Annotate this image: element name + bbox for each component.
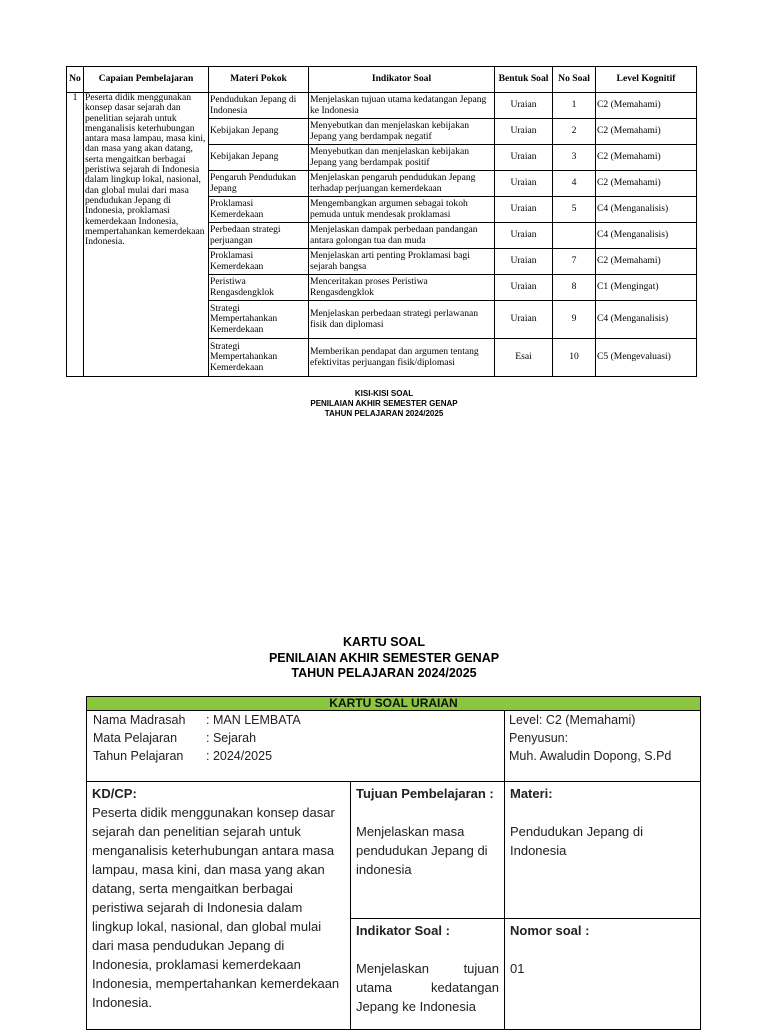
penyusun-name: Muh. Awaludin Dopong, S.Pd	[509, 749, 672, 763]
no-soal-cell: 9	[553, 301, 596, 339]
header-indikator: Indikator Soal	[309, 67, 495, 93]
indikator-label: Indikator Soal :	[356, 923, 450, 938]
tahun-pelajaran-row	[93, 747, 504, 765]
bentuk-cell: Uraian	[495, 197, 553, 223]
no-soal-cell: 1	[553, 93, 596, 119]
materi-text: Pendudukan Jepang di Indonesia	[510, 824, 644, 858]
bentuk-cell: Uraian	[495, 93, 553, 119]
kisi-title-line: PENILAIAN AKHIR SEMESTER GENAP	[310, 399, 458, 408]
header-capaian: Capaian Pembelajaran	[84, 67, 209, 93]
indikator-cell: Menyebutkan dan menjelaskan kebijakan Jepang yang berdampak negatif	[309, 119, 495, 145]
kartu-title-line: PENILAIAN AKHIR SEMESTER GENAP	[268, 650, 500, 665]
kartu-info-row	[87, 711, 701, 782]
level-text: Level: C2 (Memahami)	[509, 713, 636, 727]
no-soal-cell: 2	[553, 119, 596, 145]
indikator-cell: Memberikan pendapat dan argumen tentang efektivitas perjuangan fisik/diplomasi	[309, 339, 495, 377]
indikator-cell: Menjelaskan pengaruh pendudukan Jepang terhadap perjuangan kemerdekaan	[309, 171, 495, 197]
no-soal-cell: 5	[553, 197, 596, 223]
kd-cp-block	[87, 782, 351, 1030]
kisi-title-line: TAHUN PELAJARAN 2024/2025	[324, 409, 444, 418]
level-cell: C2 (Memahami)	[596, 119, 697, 145]
no-soal-cell: 3	[553, 145, 596, 171]
bentuk-cell: Uraian	[495, 223, 553, 249]
no-soal-cell: 8	[553, 275, 596, 301]
nama-madrasah-label: Nama Madrasah	[93, 713, 186, 727]
kisi-title-line: KISI-KISI SOAL	[354, 389, 414, 398]
penyusun-label: Penyusun:	[509, 731, 569, 745]
materi-cell: Peristiwa Rengasdengklok	[209, 275, 309, 301]
nomor-block	[505, 919, 701, 1030]
no-soal-cell: 10	[553, 339, 596, 377]
materi-cell: Proklamasi Kemerdekaan	[209, 197, 309, 223]
indikator-text: Menjelaskan tujuan utama kedatangan Jepang ke Indonesia	[356, 961, 499, 1014]
indikator-cell: Menceritakan proses Peristiwa Rengasdengklok	[309, 275, 495, 301]
no-soal-cell	[553, 223, 596, 249]
level-block	[505, 711, 701, 782]
capaian-text: Peserta didik menggunakan konsep dasar sejarah dan penelitian sejarah untuk menganalisis keterhubungan antara masa lampau, masa kini, dan masa yang akan datang, serta mengaitkan berbagai peristiwa sejarah di Indonesia dalam lingkup lokal, nasional, dan global mulai dari masa pendudukan Jepang di Indonesia, proklamasi kemerdekaan Indonesia, mempertahankan kemerdekaan Indonesia.	[84, 93, 209, 377]
nama-madrasah-value: : MAN LEMBATA	[206, 713, 301, 727]
table-header-row	[67, 67, 697, 93]
kartu-content-row	[87, 782, 701, 919]
header-bentuk: Bentuk Soal	[495, 67, 553, 93]
indikator-cell: Menjelaskan arti penting Proklamasi bagi sejarah bangsa	[309, 249, 495, 275]
tujuan-block	[351, 782, 505, 919]
bentuk-cell: Uraian	[495, 171, 553, 197]
nomor-soal-value: 01	[510, 961, 525, 976]
header-level: Level Kognitif	[596, 67, 697, 93]
no-soal-cell: 7	[553, 249, 596, 275]
level-cell: C5 (Mengevaluasi)	[596, 339, 697, 377]
bentuk-cell: Uraian	[495, 301, 553, 339]
kartu-title-line: KARTU SOAL	[343, 635, 425, 649]
tujuan-label: Tujuan Pembelajaran :	[356, 786, 494, 801]
bentuk-cell: Uraian	[495, 275, 553, 301]
materi-label: Materi:	[510, 786, 553, 801]
indikator-block	[351, 919, 505, 1030]
bentuk-cell: Uraian	[495, 145, 553, 171]
materi-cell: Pendudukan Jepang di Indonesia	[209, 93, 309, 119]
nomor-soal-label: Nomor soal :	[510, 923, 590, 938]
level-cell: C2 (Memahami)	[596, 93, 697, 119]
materi-cell: Proklamasi Kemerdekaan	[209, 249, 309, 275]
level-cell: C4 (Menganalisis)	[596, 301, 697, 339]
bentuk-cell: Uraian	[495, 119, 553, 145]
kisi-kisi-table	[66, 66, 697, 377]
level-cell: C4 (Menganalisis)	[596, 223, 697, 249]
materi-cell: Strategi Mempertahankan Kemerdekaan	[209, 339, 309, 377]
materi-cell: Perbedaan strategi perjuangan	[209, 223, 309, 249]
mata-pelajaran-label: Mata Pelajaran	[93, 731, 178, 745]
materi-cell: Strategi Mempertahankan Kemerdekaan	[209, 301, 309, 339]
indikator-cell: Menjelaskan perbedaan strategi perlawanan fisik dan diplomasi	[309, 301, 495, 339]
materi-cell: Pengaruh Pendudukan Jepang	[209, 171, 309, 197]
header-materi: Materi Pokok	[209, 67, 309, 93]
nama-madrasah-row	[93, 711, 504, 729]
indikator-cell: Menyebutkan dan menjelaskan kebijakan Jepang yang berdampak positif	[309, 145, 495, 171]
level-cell: C4 (Menganalisis)	[596, 197, 697, 223]
level-cell: C2 (Memahami)	[596, 249, 697, 275]
header-no-soal: No Soal	[553, 67, 596, 93]
indikator-cell: Menjelaskan tujuan utama kedatangan Jepang ke Indonesia	[309, 93, 495, 119]
kartu-header-row	[87, 697, 701, 711]
tujuan-text: Menjelaskan masa pendudukan Jepang di indonesia	[356, 824, 488, 877]
kartu-soal-card	[86, 696, 701, 1030]
header-no: No	[67, 67, 84, 93]
tahun-pelajaran-value: : 2024/2025	[206, 749, 273, 763]
table-row	[67, 93, 697, 119]
kartu-soal-title	[0, 635, 768, 682]
mata-pelajaran-value: : Sejarah	[206, 731, 257, 745]
kartu-title-line: TAHUN PELAJARAN 2024/2025	[291, 666, 477, 680]
kartu-header-label: KARTU SOAL URAIAN	[87, 697, 701, 711]
level-cell: C2 (Memahami)	[596, 171, 697, 197]
indikator-cell: Menjelaskan dampak perbedaan pandangan antara golongan tua dan muda	[309, 223, 495, 249]
kd-cp-label: KD/CP:	[92, 786, 137, 801]
kisi-kisi-title	[0, 389, 768, 419]
bentuk-cell: Uraian	[495, 249, 553, 275]
materi-cell: Kebijakan Jepang	[209, 119, 309, 145]
tahun-pelajaran-label: Tahun Pelajaran	[93, 749, 184, 763]
indikator-cell: Mengembangkan argumen sebagai tokoh pemuda untuk mendesak proklamasi	[309, 197, 495, 223]
kd-cp-text: Peserta didik menggunakan konsep dasar sejarah dan penelitian sejarah untuk menganalisis keterhubungan antara masa lampau, masa kini, dan masa yang akan datang, serta mengaitkan berbagai peristiwa sejarah di Indonesia dalam lingkup lokal, nasional, dan global mulai dari masa pendudukan Jepang di Indonesia, proklamasi kemerdekaan Indonesia, mempertahankan kemerdekaan Indonesia.	[92, 805, 340, 1010]
row-number: 1	[67, 93, 84, 377]
bentuk-cell: Esai	[495, 339, 553, 377]
level-cell: C2 (Memahami)	[596, 145, 697, 171]
materi-cell: Kebijakan Jepang	[209, 145, 309, 171]
mata-pelajaran-row	[93, 729, 504, 747]
level-cell: C1 (Mengingat)	[596, 275, 697, 301]
materi-block	[505, 782, 701, 919]
no-soal-cell: 4	[553, 171, 596, 197]
identity-block	[87, 711, 505, 782]
